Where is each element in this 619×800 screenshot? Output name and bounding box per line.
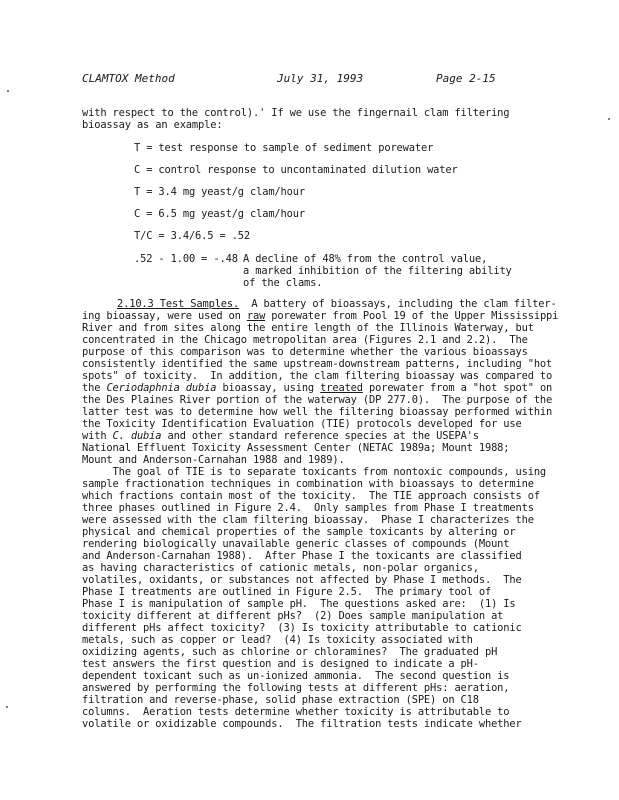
decline-text-1: A decline of 48% from the control value, (243, 253, 488, 265)
para2-line-5: were assessed with the clam filtering bioassay. Phase I characterizes the (82, 514, 534, 526)
equation-ratio: T/C = 3.4/6.5 = .52 (134, 230, 251, 242)
para2-line-4: three phases outlined in Figure 2.4. Only samples from Phase I treatments (82, 502, 534, 514)
section-line-12-pre: with (82, 430, 113, 442)
equation-c-definition: C = control response to uncontaminated dilution water (134, 164, 458, 176)
section-lead: A battery of bioassays, including the clam filter- (239, 298, 557, 310)
section-line-2-pre: ing bioassay, were used on (82, 310, 247, 322)
scan-speck (7, 90, 9, 92)
para2-line-6: physical and chemical properties of the sample toxicants by altering or (82, 526, 516, 538)
para2-line-17: test answers the first question and is designed to indicate a pH- (82, 658, 479, 670)
equation-t-value: T = 3.4 mg yeast/g clam/hour (134, 186, 305, 198)
para2-line-20: filtration and reverse-phase, solid phase extraction (SPE) on C18 (82, 694, 479, 706)
decline-text-2: a marked inhibition of the filtering ability (243, 265, 512, 277)
section-line-8-pre: the (82, 382, 107, 394)
para2-line-15: metals, such as copper or lead? (4) Is toxicity associated with (82, 634, 473, 646)
raw-emphasis: raw (246, 310, 266, 322)
header-date: July 31, 1993 (277, 72, 364, 85)
para2-line-21: columns. Aeration tests determine whether toxicity is attributable to (82, 706, 510, 718)
section-line-13: National Effluent Toxicity Assessment Center (NETAC 1989a; Mount 1988; (82, 442, 510, 454)
section-line-6: consistently identified the same upstream-downstream patterns, including "hot (82, 358, 553, 370)
section-line-8 (82, 382, 552, 394)
section-line-4: concentrated in the Chicago metropolitan area (Figures 2.1 and 2.2). The (82, 334, 528, 346)
section-line-12 (82, 430, 479, 442)
section-line-14: Mount and Anderson-Carnahan 1988 and 1989). (82, 454, 345, 466)
section-line-2-post: porewater from Pool 19 of the Upper Mississippi (265, 310, 559, 322)
para2-line-22: volatile or oxidizable compounds. The filtration tests indicate whether (82, 718, 522, 730)
section-line-2 (82, 310, 558, 322)
para2-line-9: as having characteristics of cationic metals, non-polar organics, (82, 562, 479, 574)
para2-line-2: sample fractionation techniques in combination with bioassays to determine (82, 478, 534, 490)
para2-line-1: The goal of TIE is to separate toxicants from nontoxic compounds, using (82, 466, 547, 478)
section-line-9: the Des Plaines River portion of the waterway (DP 277.0). The purpose of the (82, 394, 553, 406)
species-name-ceriodaphnia: Ceriodaphnia dubia (106, 382, 217, 394)
section-heading: 2.10.3 Test Samples. (117, 298, 240, 310)
equation-decline: .52 - 1.00 = -.48 (134, 253, 238, 265)
section-heading-line (117, 298, 557, 310)
para2-line-14: different pHs affect toxicity? (3) Is toxicity attributable to cationic (82, 622, 522, 634)
para2-line-11: Phase I treatments are outlined in Figure 2.5. The primary tool of (82, 586, 492, 598)
section-line-3: River and from sites along the entire length of the Illinois Waterway, but (82, 322, 534, 334)
para2-line-16: oxidizing agents, such as chlorine or chloramines? The graduated pH (82, 646, 498, 658)
para2-line-8: and Anderson-Carnahan 1988). After Phase I the toxicants are classified (82, 550, 522, 562)
section-line-5: purpose of this comparison was to determine whether the various bioassays (82, 346, 528, 358)
para2-line-7: rendering biologically unavailable generic classes of compounds (Mount (82, 538, 510, 550)
para2-line-3: which fractions contain most of the toxicity. The TIE approach consists of (82, 490, 540, 502)
header-page-number: Page 2-15 (436, 72, 496, 85)
intro-line-1: with respect to the control).' If we use the fingernail clam filtering (82, 107, 510, 119)
para2-line-19: answered by performing the following tests at different pHs: aeration, (82, 682, 510, 694)
para2-line-18: dependent toxicant such as un-ionized ammonia. The second question is (82, 670, 510, 682)
section-line-7: spots" of toxicity. In addition, the clam filtering bioassay was compared to (82, 370, 553, 382)
section-line-12-post: and other standard reference species at the USEPA's (161, 430, 479, 442)
section-line-10: latter test was to determine how well the filtering bioassay performed within (82, 406, 553, 418)
para2-line-12: Phase I is manipulation of sample pH. The questions asked are: (1) Is (82, 598, 516, 610)
decline-text-3: of the clams. (243, 277, 323, 289)
section-line-8-post: porewater from a "hot spot" on (362, 382, 553, 394)
header-title: CLAMTOX Method (82, 72, 175, 85)
para2-line-10: volatiles, oxidants, or substances not affected by Phase I methods. The (82, 574, 522, 586)
para2-line-13: toxicity different at different pHs? (2) Does sample manipulation at (82, 610, 504, 622)
section-line-8-mid: bioassay, using (216, 382, 321, 394)
equation-t-definition: T = test response to sample of sediment porewater (134, 142, 434, 154)
species-name-c-dubia: C. dubia (112, 430, 162, 442)
scan-speck (6, 706, 8, 708)
intro-line-2: bioassay as an example: (82, 119, 223, 131)
section-line-11: the Toxicity Identification Evaluation (TIE) protocols developed for use (82, 418, 522, 430)
equation-c-value: C = 6.5 mg yeast/g clam/hour (134, 208, 305, 220)
treated-emphasis: treated (320, 382, 363, 394)
scan-speck (608, 118, 610, 120)
